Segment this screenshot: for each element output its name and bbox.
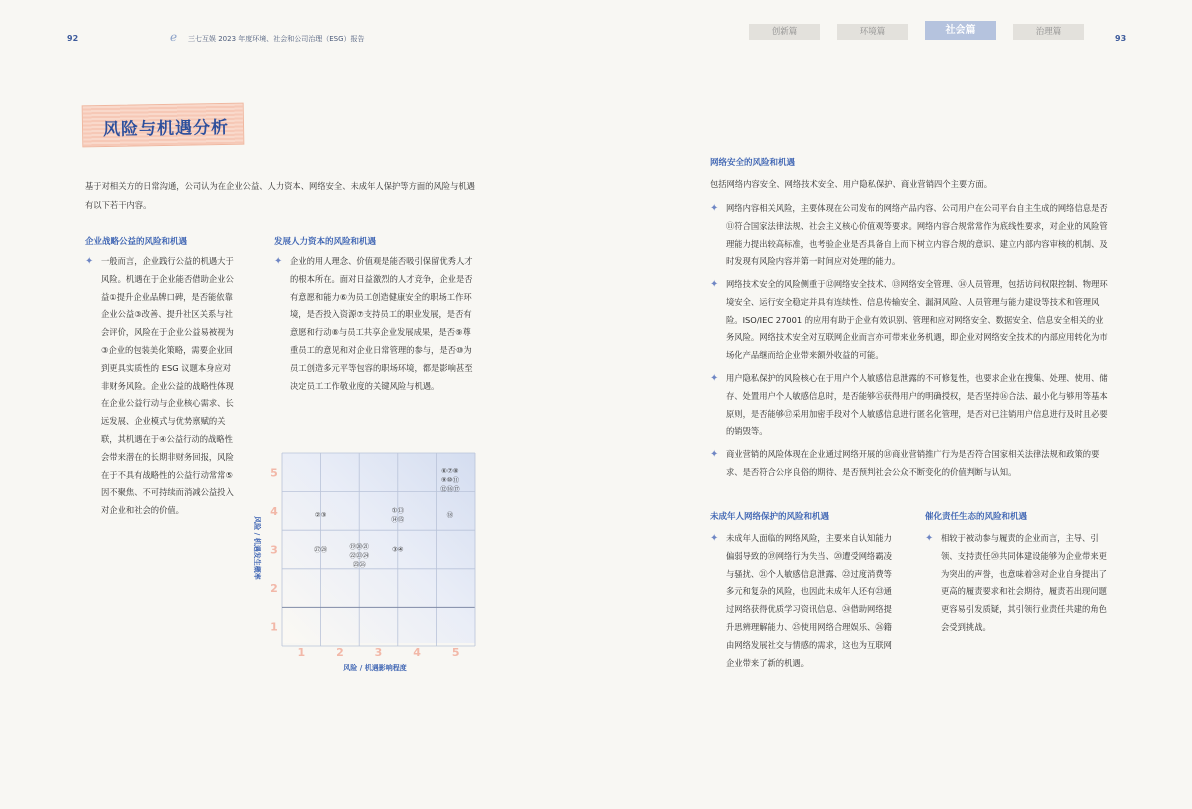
privacy-paragraph xyxy=(710,370,1108,441)
y-tick-label: 5 xyxy=(270,466,278,480)
x-tick-label: 2 xyxy=(336,646,344,659)
minor-protection-paragraph xyxy=(710,530,900,672)
tab-social[interactable]: 社会篇 xyxy=(925,21,996,40)
matrix-cell-label: ⑲⑳㉑ ㉒㉓㉔ ㉕㉖ xyxy=(349,542,369,569)
public-welfare-section xyxy=(85,253,235,520)
responsible-ecosystem-paragraph xyxy=(925,530,1110,637)
matrix-cell-label: ⑱ xyxy=(446,510,454,519)
left-page-number: 92 xyxy=(67,34,79,43)
marketing-paragraph xyxy=(710,446,1108,482)
tab-governance[interactable]: 治理篇 xyxy=(1013,24,1084,40)
right-page-number: 93 xyxy=(1115,34,1127,43)
section-title: 风险与机遇分析 xyxy=(102,117,230,141)
matrix-cell-label: ②③ xyxy=(314,510,327,519)
sparkle-icon: ✦ xyxy=(710,279,719,290)
sparkle-icon: ✦ xyxy=(274,256,283,267)
x-tick-label: 3 xyxy=(374,646,383,659)
human-capital-heading: 发展人力资本的风险和机遇 xyxy=(274,237,377,247)
matrix-x-label: 风险 / 机遇影响程度 xyxy=(343,664,407,672)
network-tech-section xyxy=(710,276,1108,376)
human-capital-body: 企业的用人理念、价值观是能否吸引保留优秀人才的根本所在。面对日益激烈的人才竞争，企业是否有意愿和能力⑥为员工创造健康安全的职场工作环境，是否投入资源⑦支持员工的职业发展，是否有意愿和行动⑧与员工共享企业发展成果，是否⑨尊重员工的意见和对企业日常管理的参与，是否⑩为员工创造多元平等包容的职场环境，都是影响甚至决定员工工作敬业度的关键风险与机遇。 xyxy=(290,256,473,391)
minor-protection-heading: 未成年人网络保护的风险和机遇 xyxy=(710,512,830,522)
x-tick-label: 1 xyxy=(297,646,306,659)
network-tech-paragraph xyxy=(710,276,1108,365)
public-welfare-heading: 企业战略公益的风险和机遇 xyxy=(85,237,188,247)
sparkle-icon: ✦ xyxy=(85,256,94,267)
human-capital-section xyxy=(274,253,479,395)
sparkle-icon: ✦ xyxy=(925,533,934,544)
x-tick-label: 5 xyxy=(451,646,460,659)
matrix-cell-label: ㉗㉘ xyxy=(314,545,328,554)
y-tick-label: 2 xyxy=(270,582,278,596)
responsible-ecosystem-heading: 催化责任生态的风险和机遇 xyxy=(925,512,1028,522)
responsible-ecosystem-text: 相较于被动参与履责的企业而言，主导、引领、支持责任⑳共同体建设能够为企业带来更为突出的声誉，也意味着㉘对企业自身提出了更高的履责要求和社会期待，履责若出现问题更容易引发质疑，其引领行业责任共建的角色会受到挑战。 xyxy=(941,533,1107,632)
network-content-paragraph xyxy=(710,200,1108,271)
minor-protection-section xyxy=(710,530,900,672)
network-tech-text: 网络技术安全的风险侧重于⑫网络安全技术、⑬网络安全管理、⑭人员管理，包括访问权限控制、物理环境安全、运行安全稳定并具有连续性、信息传输安全、漏洞风险、人员管理与能力建设等技术和管理风险。ISO/IEC 27001 的应用有助于企业有效识别、管理和应对网络安全、数据安全、信息安全相关的业务风险。网络技术安全对互联网企业而言亦可带来业务机遇，即企业对网络安全技术的内部应用转化为市场化产品继而给企业带来额外收益的可能。 xyxy=(726,279,1108,361)
sparkle-icon: ✦ xyxy=(710,373,719,384)
privacy-section xyxy=(710,370,1108,452)
tab-environment[interactable]: 环境篇 xyxy=(837,24,908,40)
matrix-x-ticks xyxy=(297,646,459,659)
sparkle-icon: ✦ xyxy=(710,203,719,214)
public-welfare-body: 一般而言，企业践行公益的机遇大于风险。机遇在于企业能否借助企业公益①提升企业品牌口碑，是否能依靠企业公益③改善、提升社区关系与社会评价，风险在于企业公益易被视为③企业的包装美化策略，需要企业回到更具实质性的 ESG 议题本身应对非财务风险。企业公益的战略性体现在企业公益行动与企业核心需求、长远发展、企业模式与优势禀赋的关联，其机遇在于④公益行动的战略性会带来潜在的长期非财务回报，风险在于不具有战略性的公益行动常常⑤因不聚焦、不可持续而消减公益投入对企业和社会的价值。 xyxy=(101,256,234,516)
human-capital-paragraph xyxy=(274,253,479,395)
network-security-heading: 网络安全的风险和机遇 xyxy=(710,158,796,168)
matrix-y-label: 风险 / 机遇发生概率 xyxy=(253,516,261,580)
matrix-cell-label: ⑥⑦⑧ ⑨⑩⑪ ⑫⑯⑰ xyxy=(440,467,460,494)
matrix-y-ticks xyxy=(270,466,278,633)
matrix-cell-label: ③④ xyxy=(391,545,404,554)
tab-innovation[interactable]: 创新篇 xyxy=(749,24,820,40)
y-tick-label: 4 xyxy=(270,504,278,518)
report-title: 三七互娱 2023 年度环境、社会和公司治理（ESG）报告 xyxy=(188,35,365,43)
public-welfare-paragraph xyxy=(85,253,235,520)
matrix-cell-label: ①⑬ ⑭⑮ xyxy=(391,506,405,524)
network-security-intro: 包括网络内容安全、网络技术安全、用户隐私保护、商业营销四个主要方面。 xyxy=(710,179,993,189)
sparkle-icon: ✦ xyxy=(710,449,719,460)
network-content-section xyxy=(710,200,1108,282)
network-content-text: 网络内容相关风险，主要体现在公司发布的网络产品内容、公司用户在公司平台自主生成的网络信息是否⑪符合国家法律法规、社会主义核心价值观等要求。网络内容合规常常作为底线性要求，对企业的风险管理能力提出较高标准，也考验企业是否具备自上而下树立内容合规的意识、建立内部内容审核的机制、及时发现有风险内容并第一时间应对处理的能力。 xyxy=(726,203,1108,267)
minor-protection-text: 未成年人面临的网络风险，主要来自认知能力偏弱导致的⑲网络行为失当、⑳遭受网络霸凌与骚扰、㉑个人敏感信息泄露、㉒过度消费等多元和复杂的风险，也因此未成年人还有㉓通过网络获得优质学习资讯信息、㉔借助网络提升思辨理解能力、㉕使用网络合理娱乐、㉖籍由网络发展社交与情感的需求，这也为互联网企业带来了新的机遇。 xyxy=(726,533,892,668)
risk-matrix xyxy=(245,448,485,678)
y-tick-label: 1 xyxy=(270,620,278,634)
x-tick-label: 4 xyxy=(413,646,421,659)
marketing-section xyxy=(710,446,1108,493)
responsible-ecosystem-section xyxy=(925,530,1110,637)
privacy-text: 用户隐私保护的风险核心在于用户个人敏感信息泄露的不可修复性，也要求企业在搜集、处理、使用、储存、处置用户个人敏感信息时，是否能够⑮获得用户的明确授权，是否坚持⑯合法、最小化与够用等基本原则，是否能够⑰采用加密手段对个人敏感信息进行匿名化管理，是否对已注销用户信息进行及时且必要的销毁等。 xyxy=(726,373,1108,437)
sparkle-icon: ✦ xyxy=(710,533,719,544)
chapter-tabs xyxy=(749,24,1101,40)
section-title-banner xyxy=(82,103,245,148)
marketing-text: 商业营销的风险体现在企业通过网络开展的⑱商业营销推广行为是否符合国家相关法律法规和政策的要求、是否符合公序良俗的期待、是否预判社会公众不断变化的价值判断与认知。 xyxy=(726,449,1100,477)
y-tick-label: 3 xyxy=(270,543,278,557)
signature-icon: ℯ xyxy=(170,30,178,44)
intro-text: 基于对相关方的日常沟通，公司认为在企业公益、人力资本、网络安全、未成年人保护等方面的风险与机遇有以下若干内容。 xyxy=(85,181,475,210)
